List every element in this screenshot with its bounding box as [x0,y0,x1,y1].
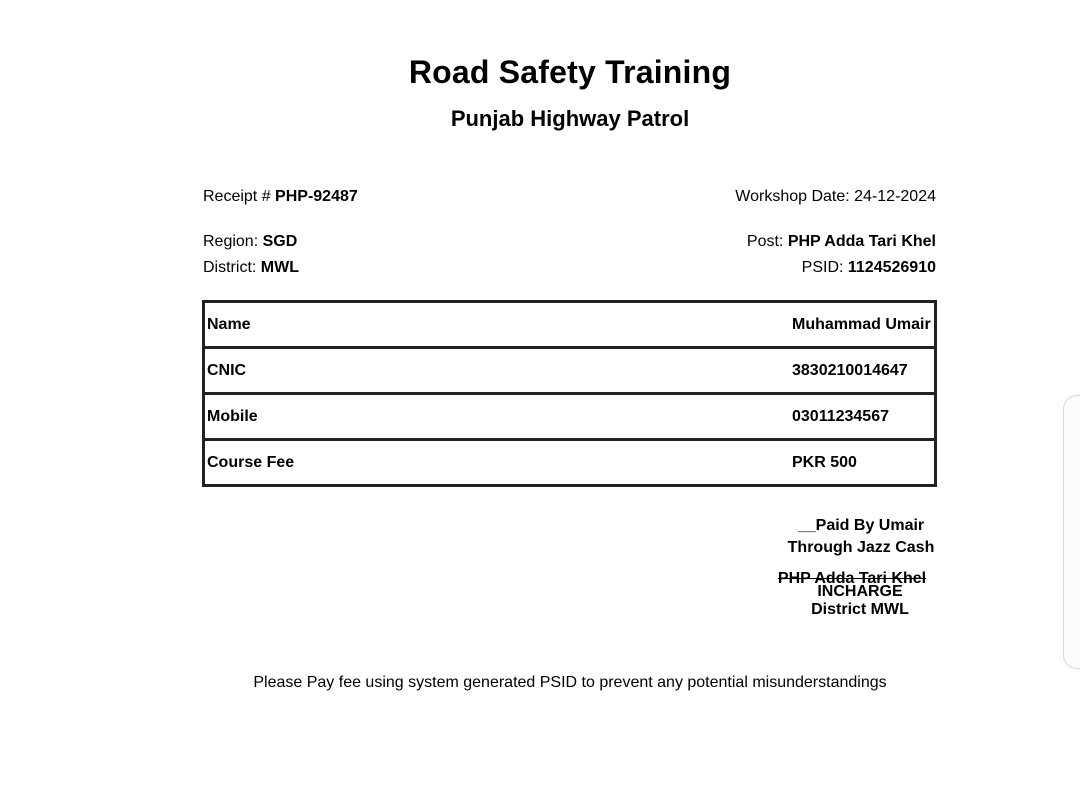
course-fee-label: Course Fee [204,440,790,486]
district-label: District: [203,259,261,276]
cnic-label: CNIC [204,348,790,394]
incharge-post-name: PHP Adda Tari Khel [777,570,927,587]
psid [802,259,936,277]
incharge-signature-block [800,583,920,619]
region-label: Region: [203,233,263,250]
payment-method-note: Through Jazz Cash [787,539,935,556]
course-fee-value: PKR 500 [789,440,936,486]
region-value: SGD [262,233,298,250]
workshop-date-label: Workshop Date: [735,188,855,205]
receipt-number-value: PHP-92487 [275,188,358,205]
mobile-label: Mobile [204,394,790,440]
receipt-number-label: Receipt # [203,188,276,205]
mobile-value: 03011234567 [789,394,936,440]
workshop-date-value: 24-12-2024 [854,188,936,205]
district [203,259,299,277]
trainee-details-table [202,300,937,487]
receipt-number [203,188,358,206]
post-value: PHP Adda Tari Khel [787,233,936,250]
name-value: Muhammad Umair [789,302,936,348]
table-row [204,348,936,394]
table-row [204,302,936,348]
workshop-date [735,188,936,206]
district-value: MWL [260,259,299,276]
incharge-district: District MWL [811,601,909,618]
post-label: Post: [746,233,788,250]
table-row [204,394,936,440]
post [747,233,936,251]
region [203,233,297,251]
receipt-subtitle: Punjab Highway Patrol [450,106,690,131]
name-label: Name [204,302,790,348]
footer-note: Please Pay fee using system generated PSID to prevent any potential misunderstandings [253,674,887,691]
paid-by-note: __Paid By Umair [797,517,925,534]
psid-label: PSID: [801,259,848,276]
psid-value: 1124526910 [847,259,936,276]
table-row [204,440,936,486]
receipt-title: Road Safety Training [408,54,732,90]
incharge-title: INCHARGE [817,583,903,600]
cnic-value: 3830210014647 [789,348,936,394]
side-panel-handle[interactable] [1063,395,1080,669]
